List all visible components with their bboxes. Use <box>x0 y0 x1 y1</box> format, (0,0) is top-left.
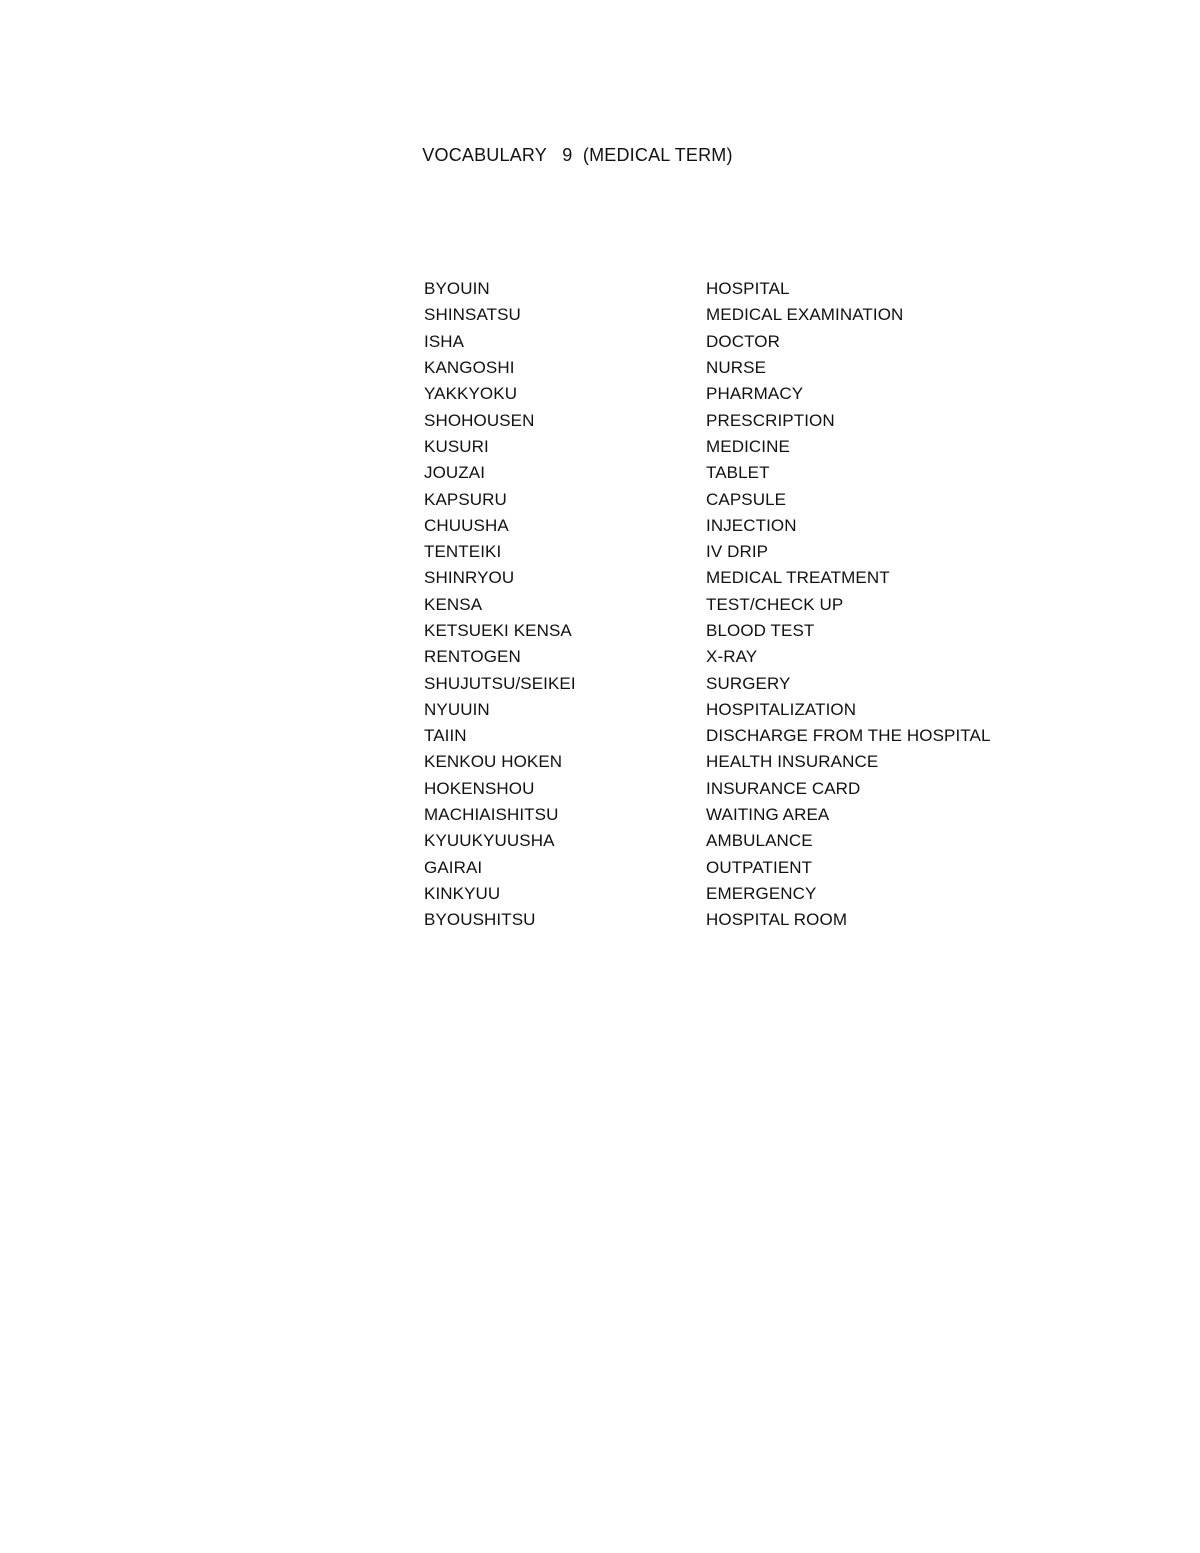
vocab-row <box>424 486 1124 512</box>
vocab-term: GAIRAI <box>424 857 483 877</box>
vocab-meaning: MEDICAL EXAMINATION <box>706 305 904 325</box>
vocab-meaning: HOSPITAL <box>706 279 790 299</box>
vocab-row <box>424 381 1124 407</box>
vocab-term: NYUUIN <box>424 699 490 719</box>
vocab-row <box>424 670 1124 696</box>
vocab-meaning: HEALTH INSURANCE <box>706 752 879 772</box>
vocab-meaning: MEDICINE <box>706 436 790 456</box>
vocab-meaning: AMBULANCE <box>706 831 813 851</box>
vocab-meaning: SURGERY <box>706 673 791 693</box>
vocab-meaning: PHARMACY <box>706 384 804 404</box>
vocab-meaning: PRESCRIPTION <box>706 410 835 430</box>
vocab-row <box>424 828 1124 854</box>
vocab-row <box>424 302 1124 328</box>
vocab-term: SHOHOUSEN <box>424 410 535 430</box>
vocab-meaning: DOCTOR <box>706 331 780 351</box>
vocab-term: SHINSATSU <box>424 305 521 325</box>
vocab-meaning: MEDICAL TREATMENT <box>706 568 890 588</box>
vocab-meaning: TEST/CHECK UP <box>706 594 844 614</box>
vocab-row <box>424 776 1124 802</box>
vocab-row <box>424 749 1124 775</box>
vocab-meaning: INSURANCE CARD <box>706 778 861 798</box>
vocab-meaning: TABLET <box>706 463 770 483</box>
vocab-meaning: BLOOD TEST <box>706 621 815 640</box>
page-title: VOCABULARY 9 (MEDICAL TERM) <box>422 145 733 165</box>
vocab-meaning: X-RAY <box>706 647 758 667</box>
vocab-term: KYUUKYUUSHA <box>424 831 555 851</box>
vocab-row <box>424 565 1124 591</box>
vocab-row <box>424 907 1124 933</box>
vocab-term: KANGOSHI <box>424 358 515 378</box>
vocab-row <box>424 513 1124 539</box>
vocab-term: KENKOU HOKEN <box>424 752 563 772</box>
vocab-meaning: CAPSULE <box>706 489 787 509</box>
vocab-term: KENSA <box>424 594 483 614</box>
vocab-meaning: DISCHARGE FROM THE HOSPITAL <box>706 726 991 746</box>
vocab-row <box>424 723 1124 749</box>
vocab-term: HOKENSHOU <box>424 778 535 798</box>
vocab-row <box>424 592 1124 618</box>
vocab-term: SHUJUTSU/SEIKEI <box>424 673 576 693</box>
vocab-row <box>424 881 1124 907</box>
vocab-term: KINKYUU <box>424 883 501 903</box>
vocab-meaning: HOSPITALIZATION <box>706 699 857 719</box>
vocab-row <box>424 618 1124 644</box>
vocab-term: CHUUSHA <box>424 515 509 535</box>
vocab-term: TENTEIKI <box>424 542 502 562</box>
vocab-term: JOUZAI <box>424 463 486 483</box>
vocab-row <box>424 855 1124 881</box>
vocab-row <box>424 434 1124 460</box>
vocab-row <box>424 407 1124 433</box>
vocab-row <box>424 329 1124 355</box>
vocab-term: RENTOGEN <box>424 647 521 667</box>
vocab-term: KAPSURU <box>424 489 507 509</box>
vocab-row <box>424 276 1124 302</box>
vocab-term: YAKKYOKU <box>424 384 518 404</box>
vocab-term: MACHIAISHITSU <box>424 805 559 825</box>
vocab-row <box>424 460 1124 486</box>
vocab-meaning: IV DRIP <box>706 542 769 562</box>
vocab-row <box>424 802 1124 828</box>
vocab-meaning: NURSE <box>706 358 767 378</box>
vocab-row <box>424 355 1124 381</box>
vocab-meaning: INJECTION <box>706 515 797 535</box>
vocab-meaning: WAITING AREA <box>706 805 830 825</box>
vocab-meaning: HOSPITAL ROOM <box>706 910 848 930</box>
vocab-row <box>424 539 1124 565</box>
vocab-meaning: OUTPATIENT <box>706 857 813 877</box>
vocab-term: BYOUIN <box>424 279 490 299</box>
vocab-row <box>424 644 1124 670</box>
vocab-term: TAIIN <box>424 726 467 746</box>
vocabulary-list <box>424 276 1124 933</box>
vocab-term: ISHA <box>424 331 465 351</box>
vocab-term: KUSURI <box>424 436 489 456</box>
vocab-meaning: EMERGENCY <box>706 883 817 903</box>
vocab-row <box>424 697 1124 723</box>
vocab-term: BYOUSHITSU <box>424 910 536 930</box>
vocab-term: KETSUEKI KENSA <box>424 621 572 640</box>
vocab-term: SHINRYOU <box>424 568 515 588</box>
